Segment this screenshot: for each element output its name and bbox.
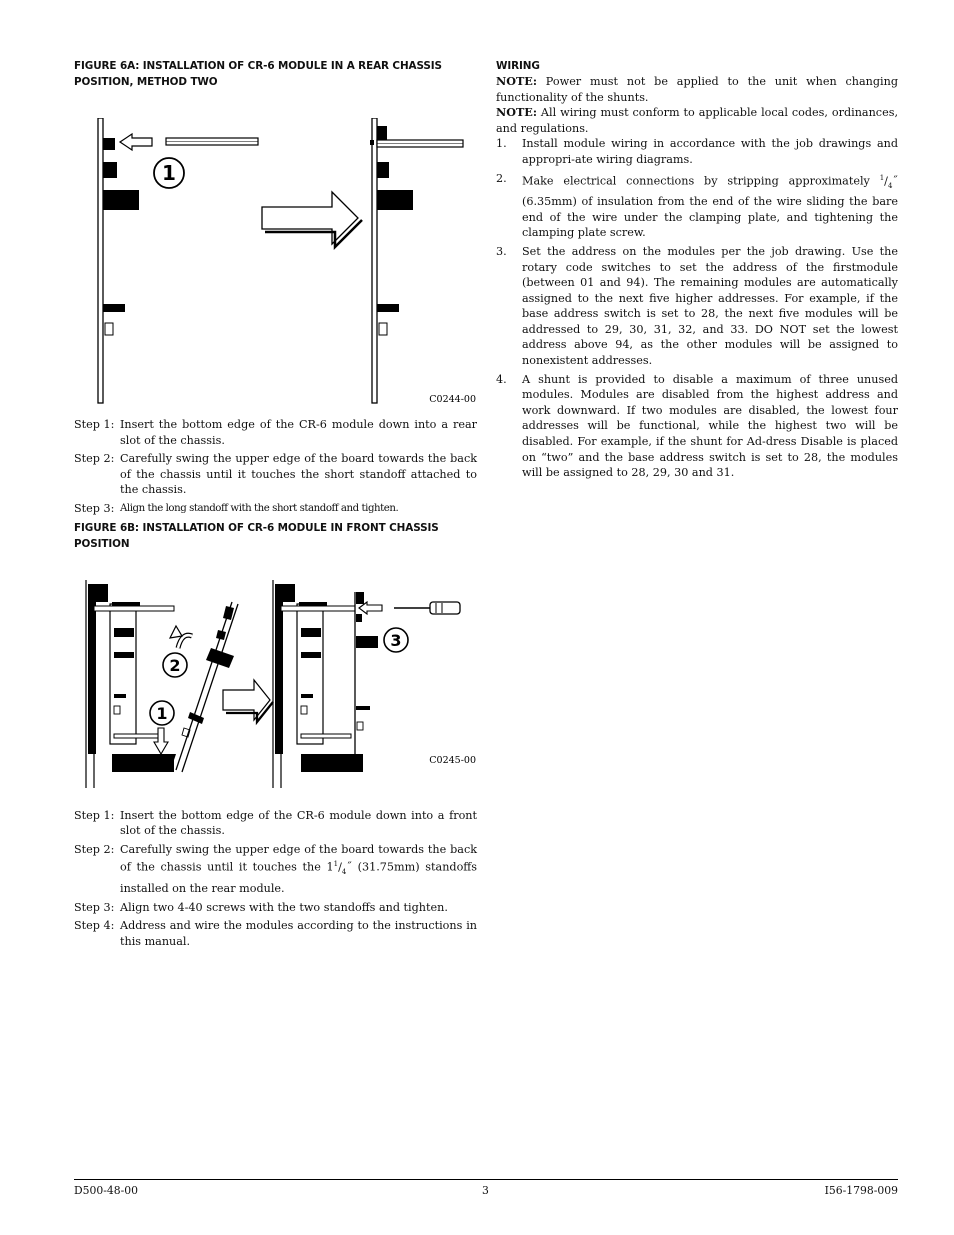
wiring-steps — [496, 136, 898, 480]
step-item — [74, 842, 477, 897]
step-item — [74, 900, 477, 916]
board-component — [377, 190, 413, 210]
page-number: 3 — [482, 1184, 489, 1197]
right-column — [496, 58, 898, 484]
callout-1-label: 1 — [162, 161, 176, 185]
board-component — [377, 126, 387, 140]
board-component — [377, 304, 399, 312]
board-component — [103, 138, 115, 150]
note-paragraph: NOTE: Power must not be applied to the unit when changing functionality of the shunts. — [496, 74, 898, 104]
callout-1-label: 1 — [156, 703, 168, 723]
step-label: Step 3: — [74, 501, 115, 515]
step-item — [74, 417, 477, 448]
board-component — [103, 162, 117, 178]
step-item — [74, 451, 477, 498]
step-label: Step 2: — [74, 842, 115, 856]
rear-module — [110, 604, 136, 744]
figure-6a-steps — [74, 417, 477, 517]
footer-doc-number: D500-48-00 — [74, 1184, 139, 1197]
step-text: Insert the bottom edge of the CR-6 module down into a front slot of the chassis. — [120, 808, 477, 838]
wiring-heading: WIRING — [496, 60, 540, 72]
step-label: Step 4: — [74, 919, 115, 933]
rear-module — [297, 604, 323, 744]
step-text: Address and wire the modules according to the instructions in this manual. — [120, 919, 477, 948]
arrow-left-icon — [120, 134, 152, 150]
step-label: Step 2: — [74, 452, 115, 466]
wiring-notes — [496, 74, 898, 136]
step-item — [74, 501, 477, 517]
step-text: Carefully swing the upper edge of the board towards the back of the chassis until it touches the $1^1/_4˝$ (31.75mm) standoffs installed on the rear module. — [120, 842, 477, 895]
callout-2-label: 2 — [169, 655, 181, 675]
arrow-down-icon — [154, 728, 168, 754]
board-component — [105, 323, 113, 335]
step-item — [74, 808, 477, 839]
board-component — [103, 304, 125, 312]
figure-6a-code: C0244-00 — [429, 394, 476, 405]
step-text: Align two 4-40 screws with the two standoffs and tighten. — [120, 900, 448, 914]
step-label: Step 1: — [74, 808, 115, 822]
screwdriver-icon — [394, 602, 460, 614]
figure-6b-drawing — [74, 576, 477, 791]
left-column — [74, 58, 477, 952]
figure-6b-code: C0245-00 — [429, 754, 476, 766]
step-text: Align the long standoff with the short standoff and tighten. — [120, 502, 399, 514]
chassis-rail-right — [372, 118, 377, 403]
board-component — [103, 190, 139, 210]
arrow-right-icon — [262, 192, 358, 244]
tilted-board — [176, 602, 238, 772]
board-component — [379, 323, 387, 335]
step-label: Step 3: — [74, 900, 115, 914]
list-item: 2. Make electrical connections by stripping approximately $^1/_4˝$ (6.35mm) of insulation from the end of the wire sliding the bare end of the wire under the clamping plate, and tightening the clamping plate screw. — [496, 171, 898, 240]
board-component — [377, 162, 389, 178]
chassis-rail-left — [98, 118, 103, 403]
step-text: Carefully swing the upper edge of the board towards the back of the chassis until it touches the short standoff attached to the chassis. — [120, 452, 477, 497]
figure-6b-steps — [74, 808, 477, 950]
note-paragraph: NOTE: All wiring must conform to applicable local codes, ordinances, and regulations. — [496, 105, 898, 135]
figure-6a-drawing — [74, 118, 477, 408]
list-item: 3. Set the address on the modules per the job drawing. Use the rotary code switches to set the address of the firstmodule (between 01 and 94). The remaining modules are automatically assigned to the next five higher addresses. For example, if the base address switch is set to 28, the next five modules will be addressed to 29, 30, 31, 32, and 33. DO NOT set the lowest address above 94, as the other modules will be assigned to nonexistent addresses. — [496, 244, 898, 368]
step-text: Insert the bottom edge of the CR-6 module down into a rear slot of the chassis. — [120, 418, 477, 447]
footer-part-number: I56-1798-009 — [824, 1184, 898, 1197]
list-item: 4. A shunt is provided to disable a maximum of three unused modules. Modules are disabled from the highest address and work downward. If two modules are disabled, the lowest four addresses will be functional, while the highest two will be disabled. For example, if the shunt for Ad-dress Disable is placed on “two” and the base address switch is set to 28, the modules will be assigned to 28, 29, 30 and 31. — [496, 372, 898, 480]
step-label: Step 1: — [74, 418, 115, 431]
callout-3-label: 3 — [390, 630, 402, 650]
figure-6b-title: FIGURE 6B: INSTALLATION OF CR-6 MODULE IN FRONT CHASSIS POSITION — [74, 521, 439, 550]
list-item: 1. Install module wiring in accordance with the job drawings and appropri-ate wiring diagrams. — [496, 137, 898, 166]
footer-rule — [74, 1179, 898, 1180]
figure-6a-title: FIGURE 6A: INSTALLATION OF CR-6 MODULE IN A REAR CHASSIS POSITION, METHOD TWO — [74, 60, 442, 88]
step-item — [74, 918, 477, 949]
